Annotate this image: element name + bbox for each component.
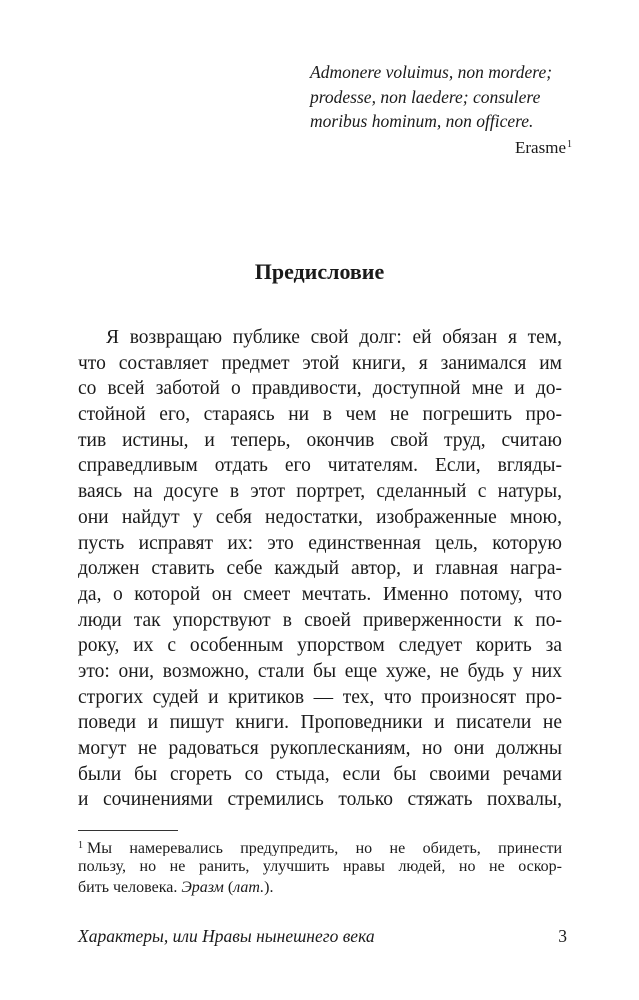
epigraph-line: moribus hominum, non officere. — [310, 111, 534, 131]
text-line: да, о которой он смеет мечтать. Именно потому, что — [78, 583, 562, 605]
text-line: строгих судей и критиков — тех, что произносят про- — [78, 686, 562, 708]
text-line: должен ставить себе каждый автор, и главная награ- — [78, 558, 562, 580]
text-line: это: они, возможно, стали бы еще хуже, не будь у них — [78, 660, 562, 682]
epigraph — [310, 60, 572, 157]
text-line: люди так упорствуют в своей приверженности к по- — [78, 609, 562, 631]
epigraph-author-name: Erasme — [515, 138, 566, 157]
footnote-mark: 1 — [78, 840, 83, 851]
text-line: что составляет предмет этой книги, я занимался им — [78, 352, 562, 374]
footnote-reference-mark: 1 — [567, 139, 572, 150]
text-line: ваясь на досуге в этот портрет, сделанный с натуры, — [78, 481, 562, 503]
text-line: со всей заботой о правдивости, доступной мне и до- — [78, 378, 562, 400]
text-line: справедливым отдать его читателям. Если, вгляды- — [78, 455, 562, 477]
epigraph-author — [515, 133, 572, 160]
text-line: Я возвращаю публике свой долг: ей обязан я тем, — [106, 327, 562, 348]
footnote-divider — [78, 830, 178, 831]
text-line: року, их с особенным упорством следует корить за — [78, 635, 562, 657]
text-line: были бы сгореть со стыда, если бы своими речами — [78, 763, 562, 785]
text-line: поведи и пишут книги. Проповедники и писатели не — [78, 712, 562, 734]
footnote-text: бить человека. — [78, 879, 182, 896]
footnote-line — [78, 877, 562, 898]
footnote-text: ( — [223, 879, 234, 896]
text-line: они найдут у себя недостатки, изображенные мною, — [78, 506, 562, 528]
text-line: пусть исправят их: это единственная цель, которую — [78, 532, 562, 554]
footnote-text: ). — [264, 879, 274, 896]
footnote — [78, 835, 562, 898]
body-paragraph — [78, 325, 562, 813]
footnote-text: Мы намеревались предупредить, но не обидеть, принести — [87, 840, 562, 856]
footnote-italic-language: лат. — [233, 879, 265, 896]
footnote-line: пользу, но не ранить, улучшить нравы людей, но не оскор- — [78, 858, 562, 875]
page-number: 3 — [558, 926, 567, 946]
epigraph-line: Admonere voluimus, non mordere; — [310, 62, 553, 82]
text-line: и сочинениями стремились только стяжать похвалы, — [78, 789, 562, 811]
running-title: Характеры, или Нравы нынешнего века — [78, 926, 375, 946]
text-line: стойной его, стараясь ни в чем не погрешить про- — [78, 404, 562, 426]
footnote-line — [78, 835, 562, 856]
chapter-heading: Предисловие — [254, 259, 385, 284]
text-line: тив истины, и теперь, окончив свой труд, считаю — [78, 429, 562, 451]
epigraph-line: prodesse, non laedere; consulere — [310, 86, 541, 107]
footnote-italic-author: Эразм — [181, 879, 224, 896]
text-line: могут не радоваться рукоплесканиям, но они должны — [78, 738, 562, 759]
